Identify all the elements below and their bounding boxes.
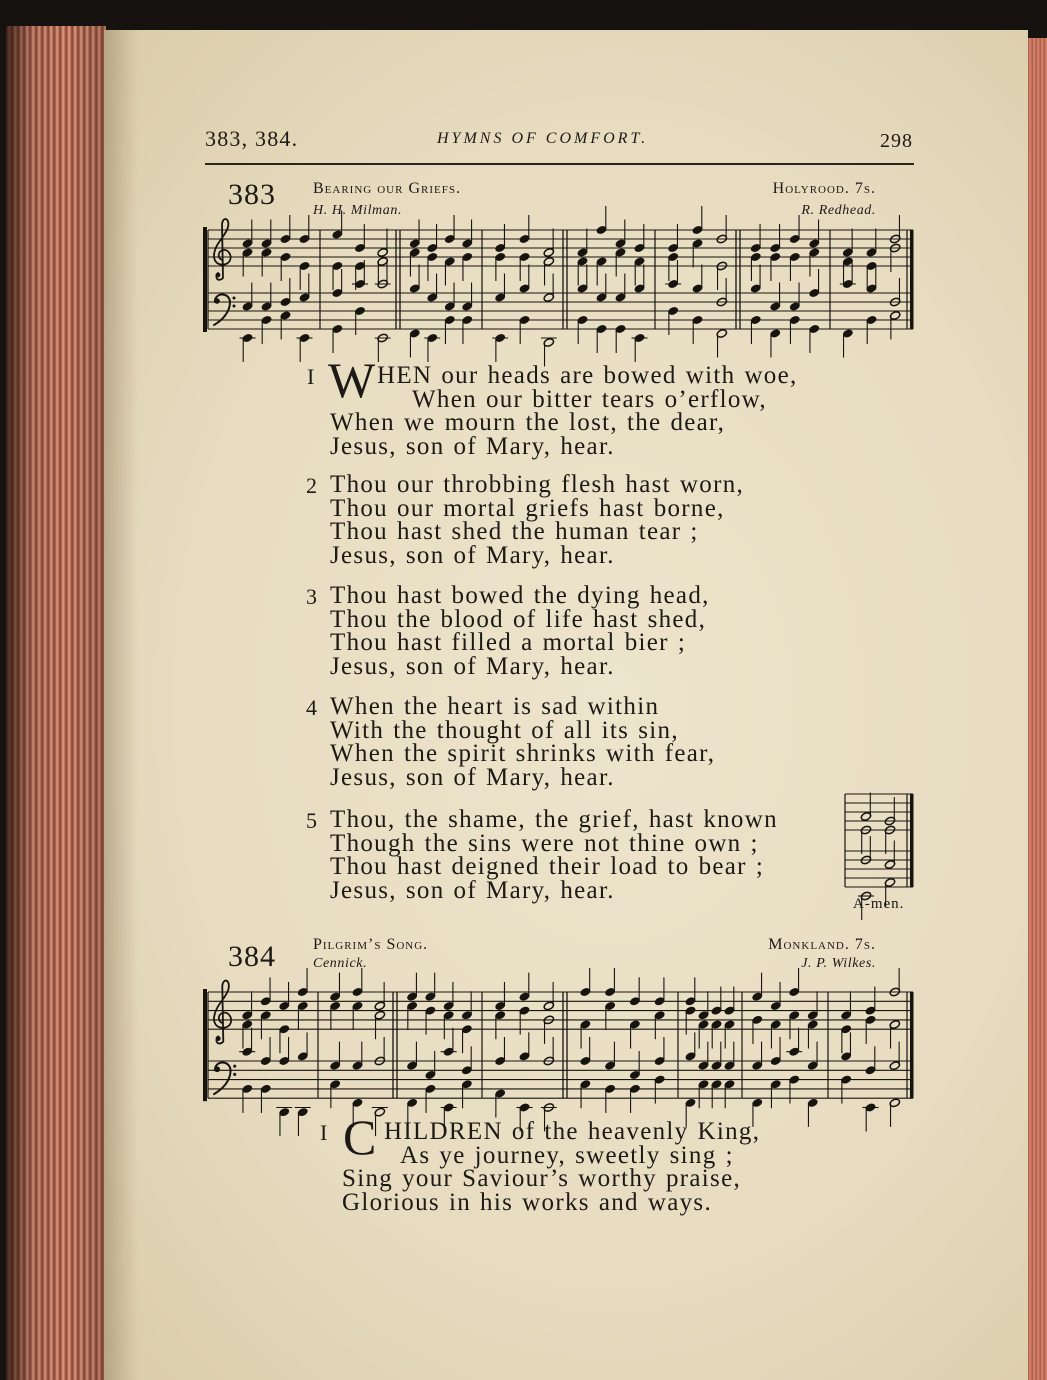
- amen-music: [845, 793, 914, 921]
- verse-line: Jesus, son of Mary, hear.: [330, 652, 615, 680]
- verse-line: When the spirit shrinks with fear,: [330, 740, 716, 767]
- hymn-title: Pilgrim’s Song.: [313, 936, 429, 953]
- verse-line: As ye journey, sweetly sing ;: [400, 1141, 734, 1169]
- final-bar-line: [910, 794, 914, 887]
- treble-clef: [214, 219, 231, 280]
- tune-name: Monkland. 7s.: [768, 936, 876, 953]
- system-bracket: [203, 989, 207, 1101]
- verse-line: Sing your Saviour’s worthy praise,: [342, 1165, 742, 1192]
- bass-clef-dot: [214, 298, 220, 304]
- hymn-number: 383: [228, 178, 276, 211]
- verse-line: Though the sins were not thine own ;: [330, 829, 759, 857]
- verse-line: Thou hast filled a mortal bier ;: [330, 629, 687, 656]
- verse-line: Jesus, son of Mary, hear.: [330, 876, 615, 904]
- verse-line: Thou, the shame, the grief, hast known: [330, 806, 778, 833]
- verse-number: I: [307, 364, 316, 389]
- drop-cap: W: [328, 352, 376, 408]
- music-system-hymn-384: [203, 968, 914, 1136]
- bass-clef-dot: [233, 1065, 236, 1068]
- final-bar-line: [910, 230, 914, 329]
- verse-number: I: [320, 1120, 329, 1145]
- verse-number: 3: [306, 584, 319, 609]
- verse-line: Jesus, son of Mary, hear.: [330, 763, 615, 791]
- page-number: 298: [880, 130, 913, 152]
- treble-clef-dot: [216, 273, 221, 278]
- verse-line: Jesus, son of Mary, hear.: [330, 432, 615, 460]
- hymn-number: 384: [228, 940, 276, 973]
- treble-clef-dot: [216, 1036, 221, 1041]
- bass-clef-dot: [233, 297, 236, 300]
- tune-composer: J. P. Wilkes.: [801, 956, 876, 971]
- running-head-section-title: HYMNS OF COMFORT.: [437, 130, 649, 147]
- bass-clef-dot: [214, 1066, 220, 1072]
- verse-line: HEN our heads are bowed with woe,: [377, 362, 798, 389]
- verse-line: Thou hast shed the human tear ;: [330, 518, 699, 545]
- treble-clef: [214, 981, 231, 1044]
- verse-line: Thou hast deigned their load to bear ;: [330, 853, 765, 880]
- final-bar-line: [910, 992, 914, 1098]
- verse-line: Thou hast bowed the dying head,: [330, 582, 710, 609]
- verse-line: Thou our mortal griefs hast borne,: [330, 494, 725, 522]
- verse-line: With the thought of all its sin,: [330, 716, 679, 744]
- bass-clef-dot: [233, 305, 236, 308]
- drop-cap: C: [343, 1109, 377, 1165]
- hymn-title: Bearing our Griefs.: [313, 180, 461, 197]
- verse-line: Glorious in his works and ways.: [342, 1188, 713, 1216]
- system-bracket: [203, 227, 207, 332]
- tune-composer: R. Redhead.: [801, 203, 876, 218]
- verse-line: When our bitter tears o’erflow,: [412, 385, 767, 413]
- amen-lyric: A-men.: [853, 896, 905, 912]
- running-head-hymn-numbers: 383, 384.: [205, 126, 299, 151]
- verse-number: 4: [306, 695, 319, 720]
- tune-name: Holyrood. 7s.: [772, 180, 876, 197]
- music-system-hymn-383: [203, 203, 914, 367]
- bass-clef-dot: [233, 1073, 236, 1076]
- verse-line: Thou our throbbing flesh hast worn,: [330, 471, 745, 498]
- verse-line: When we mourn the lost, the dear,: [330, 409, 726, 436]
- hymn-author: H. H. Milman.: [313, 203, 403, 218]
- verse-number: 2: [306, 473, 319, 498]
- verse-line: HILDREN of the heavenly King,: [384, 1118, 761, 1145]
- verse-line: Jesus, son of Mary, hear.: [330, 541, 615, 569]
- verse-line: Thou the blood of life hast shed,: [330, 605, 707, 633]
- hymn-author: Cennick.: [313, 956, 368, 971]
- verse-number: 5: [306, 808, 319, 833]
- verse-line: When the heart is sad within: [330, 693, 660, 720]
